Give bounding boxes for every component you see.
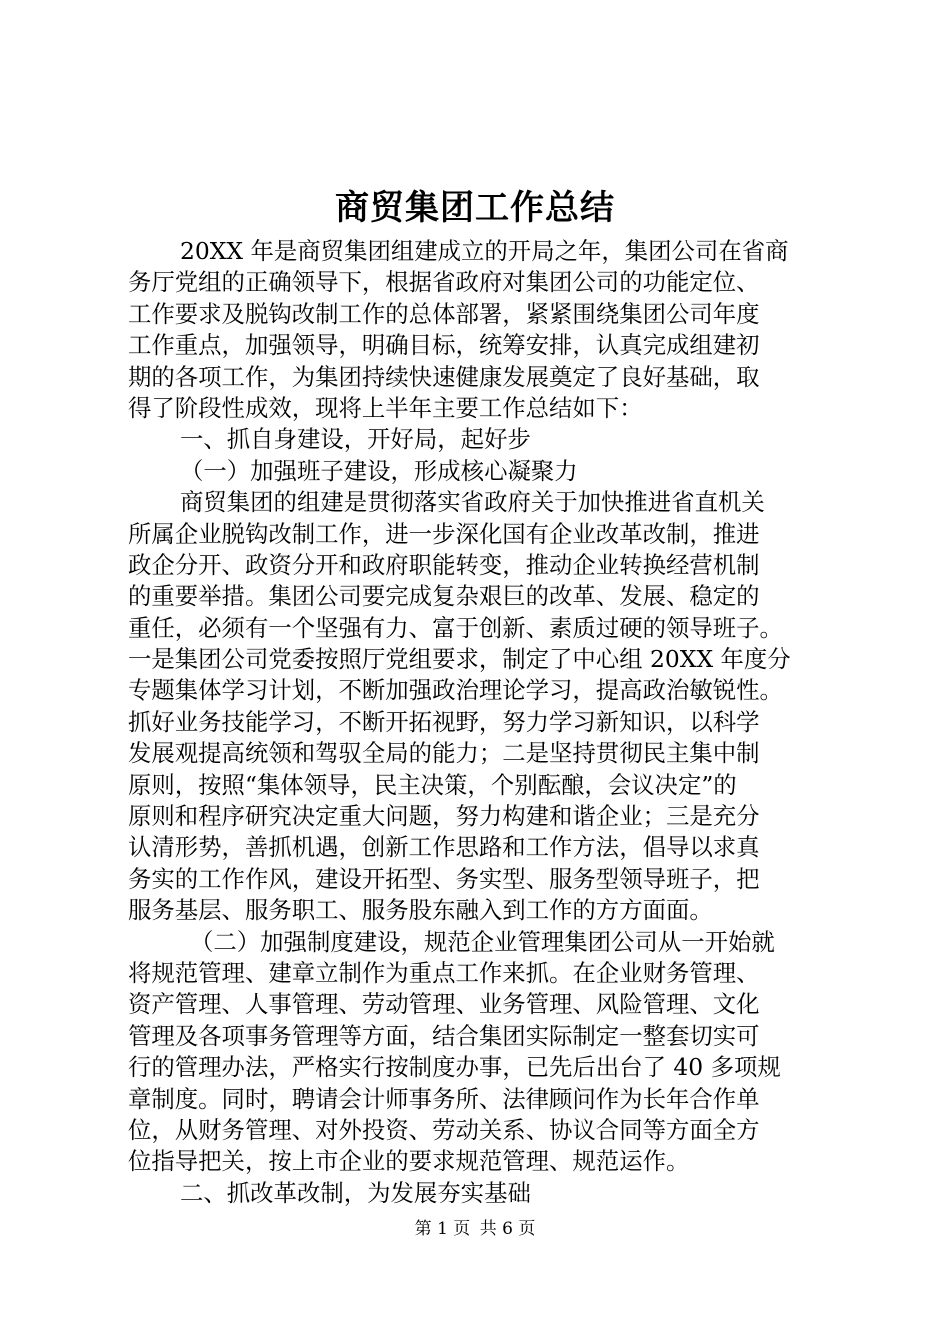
- text-line: 务厅党组的正确领导下，根据省政府对集团公司的功能定位、: [128, 268, 760, 297]
- text-line: 重任，必须有一个坚强有力、富于创新、素质过硬的领导班子。: [128, 613, 783, 642]
- page-number: 第 1 页: [414, 1219, 471, 1239]
- text-line: （二）加强制度建设，规范企业管理集团公司从一开始就: [190, 927, 775, 956]
- document-title: 商贸集团工作总结: [335, 188, 615, 228]
- text-line: （一）加强班子建设，形成核心凝聚力: [180, 456, 578, 485]
- text-line: 位，从财务管理、对外投资、劳动关系、协议合同等方面全方: [128, 1115, 760, 1144]
- text-line: 得了阶段性成效，现将上半年主要工作总结如下：: [128, 393, 643, 422]
- text-line: 工作要求及脱钩改制工作的总体部署，紧紧围绕集团公司年度: [128, 299, 760, 328]
- text-line: 一、抓自身建设，开好局，起好步: [180, 425, 531, 454]
- text-line: 原则和程序研究决定重大问题，努力构建和谐企业；三是充分: [128, 802, 760, 831]
- document-body: [128, 236, 828, 1209]
- text-line: 二、抓改革改制，为发展夯实基础: [180, 1178, 531, 1207]
- text-line: 工作重点，加强领导，明确目标，统筹安排，认真完成组建初: [128, 331, 760, 360]
- text-line: 发展观提高统领和驾驭全局的能力；二是坚持贯彻民主集中制: [128, 739, 760, 768]
- text-line: 章制度。同时，聘请会计师事务所、法律顾问作为长年合作单: [128, 1084, 760, 1113]
- text-line: 抓好业务技能学习，不断开拓视野，努力学习新知识，以科学: [128, 707, 760, 736]
- text-line: 行的管理办法，严格实行按制度办事，已先后出台了 40 多项规: [128, 1053, 781, 1082]
- text-line: 将规范管理、建章立制作为重点工作来抓。在企业财务管理、: [128, 958, 760, 987]
- text-line: 20XX 年是商贸集团组建成立的开局之年，集团公司在省商: [180, 237, 789, 265]
- text-line: 管理及各项事务管理等方面，结合集团实际制定一整套切实可: [128, 1021, 760, 1050]
- text-line: 资产管理、人事管理、劳动管理、业务管理、风险管理、文化: [128, 990, 760, 1019]
- page-footer: [0, 1217, 950, 1241]
- text-line: 商贸集团的组建是贯彻落实省政府关于加快推进省直机关: [180, 488, 765, 517]
- text-line: 的重要举措。集团公司要完成复杂艰巨的改革、发展、稳定的: [128, 582, 760, 611]
- page-total: 共 6 页: [479, 1219, 536, 1239]
- text-line: 期的各项工作，为集团持续快速健康发展奠定了良好基础，取: [128, 362, 760, 391]
- text-line: 认清形势，善抓机遇，创新工作思路和工作方法，倡导以求真: [128, 833, 760, 862]
- text-line: 位指导把关，按上市企业的要求规范管理、规范运作。: [128, 1147, 690, 1176]
- text-line: 所属企业脱钩改制工作，进一步深化国有企业改革改制，推进: [128, 519, 760, 548]
- text-line: 服务基层、服务职工、服务股东融入到工作的方方面面。: [128, 896, 713, 925]
- text-line: 专题集体学习计划，不断加强政治理论学习，提高政治敏锐性。: [128, 676, 783, 705]
- text-line: 一是集团公司党委按照厅党组要求，制定了中心组 20XX 年度分: [128, 645, 791, 674]
- text-line: 政企分开、政资分开和政府职能转变，推动企业转换经营机制: [128, 550, 760, 579]
- text-line: 原则，按照“集体领导，民主决策，个别酝酿，会议决定”的: [128, 770, 737, 799]
- text-line: 务实的工作作风，建设开拓型、务实型、服务型领导班子，把: [128, 864, 760, 893]
